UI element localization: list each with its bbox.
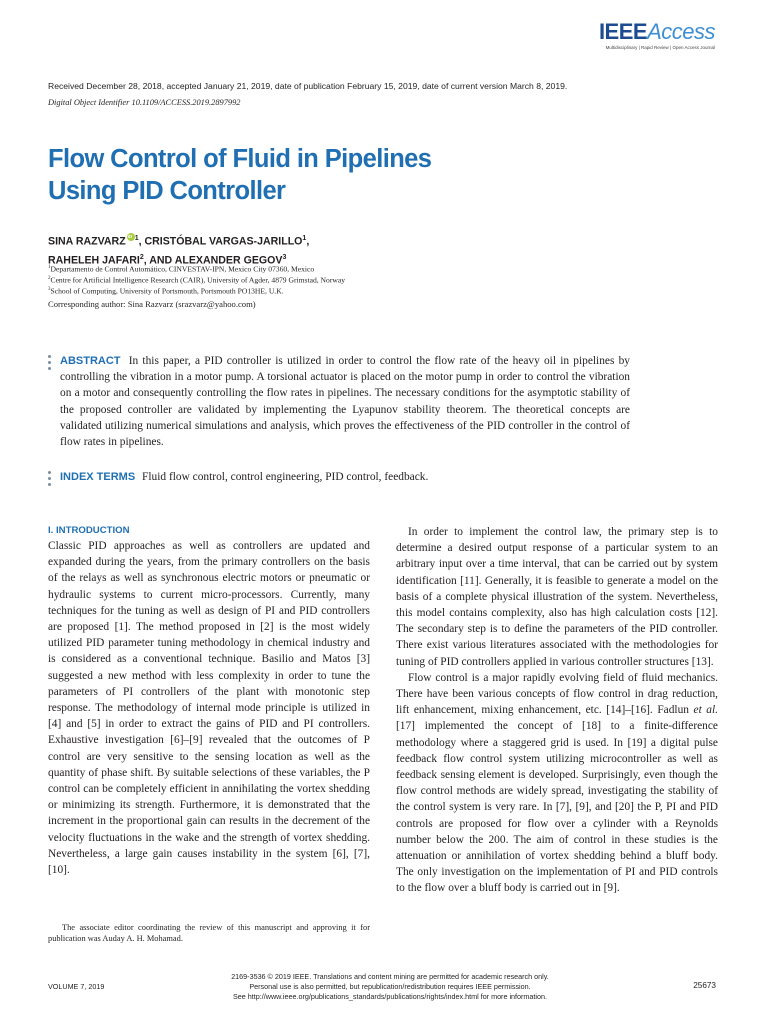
affiliation-num: 3 (48, 287, 51, 293)
bullet-dots-icon (48, 355, 52, 373)
abstract-label: ABSTRACT (60, 355, 121, 367)
index-terms-body (60, 469, 630, 485)
editor-footnote: The associate editor coordinating the review of this manuscript and approving it for publication was Auday A. H. Mohamad. (48, 923, 370, 943)
body-paragraph (396, 670, 718, 897)
logo-ieee-text: IEEE (598, 19, 648, 44)
author-affil-sup: 3 (282, 253, 287, 261)
affiliations (48, 263, 345, 296)
author-name: , AND ALEXANDER GEGOV (143, 254, 283, 267)
affiliation-item (48, 263, 345, 274)
body-text: [17] implemented the concept of [18] to a finite-difference methodology where a staggered grid is used. In [19] a digital pulse feedback flow control system utilizing microcontroller as well as feedback sensing element is developed. Surprisingly, even though the flow control methods are widely spread, investigating the stability of the control system is very rare. In [7], [9], and [20] the P, PI and PID controls are proposed for flow over a cylinder with a Reynolds number below the 200. The aim of control in these studies is the attenuation or annihilation of vortex shedding behind a bluff body. The only investigation on the implementation of PI and PID controls to the flow over a bluff body is carried out in [9]. (396, 720, 718, 895)
author-affil-sup: 2 (139, 253, 144, 261)
journal-logo (599, 20, 715, 50)
author-affil-sup: 1 (302, 235, 307, 242)
author-affil-sup: 1 (134, 235, 139, 242)
left-column (48, 524, 370, 878)
footer-copyright-line: Personal use is also permitted, but republication/redistribution requires IEEE permission. (249, 981, 531, 991)
affiliation-text: School of Computing, University of Portsmouth, Portsmouth PO13HE, U.K. (50, 286, 284, 296)
index-terms-text: Fluid flow control, control engineering, PID control, feedback. (142, 471, 429, 483)
orcid-icon[interactable] (127, 233, 135, 241)
author-name: SINA RAZVARZ (48, 235, 126, 248)
footer-copyright-link[interactable]: See http://www.ieee.org/publications_standards/publications/rights/index.html for more information. (232, 991, 548, 1001)
abstract-text: In this paper, a PID controller is utilized in order to control the flow rate of the heavy oil in pipelines by controlling the vibration in a motor pump. A torsional actuator is placed on the motor pump in order to control the vibration on a motor and consequently controlling the flow rates in pipelines. The necessary conditions for the asymptotic stability of the proposed controller are validated by implementing the Lyapunov stability theorem. The theoretical concepts are validated utilizing numerical simulations and analysis, which proves the effectiveness of the PID controller in the control of flow rates in pipelines. (60, 355, 630, 449)
affiliation-text: Departamento de Control Automático, CINVESTAV-IPN, Mexico City 07360, Mexico (50, 264, 315, 274)
logo-access-text: Access (647, 19, 715, 44)
body-text: Flow control is a major rapidly evolving field of fluid mechanics. There have been various concepts of flow control in drag reduction, lift enhancement, mixing enhancement, etc. [14]–[16]. Fadlun (396, 671, 718, 717)
affiliation-item (48, 274, 345, 285)
paper-title-line-2: Using PID Controller (48, 177, 286, 205)
index-terms-section (48, 469, 630, 485)
author-name: RAHELEH JAFARI (48, 254, 140, 267)
author-name: , CRISTÓBAL VARGAS-JARILLO (138, 235, 303, 248)
logo-tagline: Multidisciplinary | Rapid Review | Open Access Journal (605, 45, 715, 50)
affiliation-text: Centre for Artificial Intelligence Research (CAIR), University of Agder, 4879 Grimstad, Norway (50, 275, 346, 285)
paper-title (48, 143, 608, 207)
doi-line[interactable]: Digital Object Identifier 10.1109/ACCESS.2019.2897992 (48, 98, 241, 107)
body-text-italic: et al. (693, 704, 719, 717)
footer-copyright-line: 2169-3536 © 2019 IEEE. Translations and content mining are permitted for academic research only. (231, 972, 549, 981)
body-paragraph: Classic PID approaches as well as controllers are updated and expanded during the years, from the primary controllers on the basis of the relays as well as synchronous electric motors or pneumatic or hydraulic systems to current micro-processors. Currently, many techniques for the tuning as well as design of PI and PID controllers are proposed [1]. The method proposed in [2] is the most widely utilized PID parameter tuning methodology in chemical industry and is considered as a conventional technique. Basilio and Matos [3] suggested a new method with less complexity in order to tune the parameters of PI controllers of the plant with monotonic step response. The methodology of internal mode principle is utilized in [4] and [5] in order to extract the gains of PID and PI controllers. Exhaustive investigation [6]–[9] revealed that the outcomes of P control are very sensitive to the sensing location as well as the quantity of phase shift. By suitable selections of these variables, the P control can be completely efficient in annihilating the vortex shedding or minimizing its strength. Furthermore, it is demonstrated that the increment in the proportional gain can results in the decrement of the velocity fluctuations in the wake and the strength of vortex shedding. Nevertheless, a large gain causes instability in the system [6], [7], [10]. (48, 540, 370, 877)
received-dates: Received December 28, 2018, accepted January 21, 2019, date of publication February 15, 2019, date of current version March 8, 2019. (48, 81, 568, 91)
author-line-1 (48, 231, 309, 250)
footer-volume: VOLUME 7, 2019 (48, 982, 105, 991)
bullet-dots-icon (48, 471, 52, 489)
journal-logo-wordmark (599, 20, 715, 44)
section-heading: I. INTRODUCTION (48, 525, 130, 536)
abstract-body (60, 353, 630, 450)
right-column (396, 524, 718, 897)
affiliation-num: 2 (48, 276, 51, 282)
page-number: 25673 (693, 981, 716, 990)
corresponding-author: Corresponding author: Sina Razvarz (srazvarz@yahoo.com) (48, 299, 256, 309)
abstract-section (48, 353, 630, 450)
author-sep: , (306, 235, 310, 248)
body-paragraph: In order to implement the control law, the primary step is to determine a desired output response of a particular system to an arbitrary input over a time interval, that can be carried out by system identification [11]. Generally, it is feasible to generate a model on the basis of a complete physical illustration of the system. Nevertheless, this model contains complexity, also has high calculation costs [12]. The secondary step is to define the parameters of the PID controller. There exist various literatures associated with the methodologies for tuning of PID controllers applied in various controller structures [13]. (396, 526, 718, 668)
index-terms-label: INDEX TERMS (60, 471, 136, 483)
footer-copyright (180, 972, 600, 1001)
affiliation-item (48, 285, 345, 296)
paper-title-line-1: Flow Control of Fluid in Pipelines (48, 145, 432, 173)
affiliation-num: 1 (48, 265, 51, 270)
